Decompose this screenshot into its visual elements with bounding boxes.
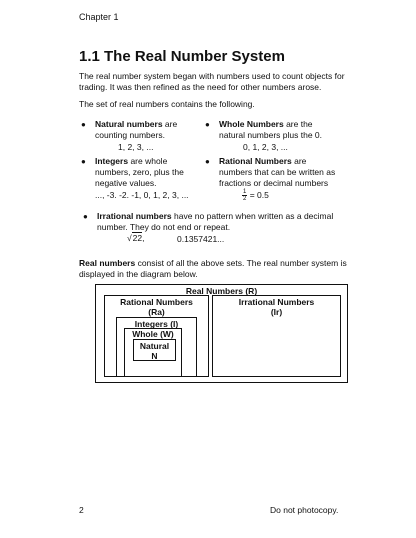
irrational-numbers-symbol: (Ir) (270, 307, 283, 317)
whole-description: are the natural numbers plus the 0. (219, 119, 323, 140)
radicand: 22 (132, 233, 143, 243)
natural-box (133, 339, 176, 361)
summary-paragraph (79, 258, 354, 280)
irrational-example-comma: , (142, 233, 145, 243)
integers-example: ..., -3. -2. -1, 0, 1, 2, 3, ... (95, 190, 189, 200)
section-title: 1.1 The Real Number System (79, 48, 285, 65)
footer-note: Do not photocopy. (270, 505, 339, 515)
integers-label: Integers (I) (134, 319, 179, 329)
intro-paragraph: The real number system began with numbers used to count objects for trading. It was then refined as the need for other numbers arose. (79, 71, 345, 92)
natural-term: Natural numbers (95, 119, 163, 129)
integers-description: are whole numbers, zero, plus the negative values. (95, 156, 184, 188)
rational-term: Rational Numbers (219, 156, 292, 166)
bullet-dot: ● (83, 212, 88, 221)
rational-example (242, 189, 269, 202)
whole-label: Whole (W) (132, 329, 174, 339)
integers-term: Integers (95, 156, 129, 166)
chapter-label: Chapter 1 (79, 12, 119, 22)
irrational-example-decimal: 0.1357421... (177, 234, 225, 244)
bullet-irrational (83, 211, 342, 233)
bullet-dot: ● (205, 157, 210, 166)
natural-symbol: N (151, 351, 158, 361)
rational-description: are numbers that can be written as fractions or decimal numbers (219, 156, 336, 188)
rational-example-value: = 0.5 (247, 189, 269, 200)
irrational-term: Irrational numbers (97, 211, 172, 221)
natural-description: are counting numbers. (95, 119, 178, 140)
irrational-description: have no pattern when written as a decimal number. They do not end or repeat. (97, 211, 334, 232)
summary-term: Real numbers (79, 258, 136, 268)
rational-numbers-label: Rational Numbers (120, 297, 193, 307)
rational-numbers-symbol: (Ra) (148, 307, 165, 317)
bullet-natural (81, 119, 190, 141)
bullet-integers (81, 156, 185, 189)
page-number: 2 (79, 505, 84, 515)
natural-example: 1, 2, 3, ... (118, 142, 154, 152)
whole-example: 0, 1, 2, 3, ... (243, 142, 288, 152)
bullet-dot: ● (205, 120, 210, 129)
bullet-dot: ● (81, 157, 86, 166)
summary-text: consist of all the above sets. The real number system is displayed in the diagram below. (79, 258, 347, 279)
bullet-rational (205, 156, 341, 189)
irrational-example-sqrt (127, 233, 145, 243)
set-intro-paragraph: The set of real numbers contains the following. (79, 99, 255, 109)
fraction-denominator: 2 (243, 196, 247, 202)
irrational-numbers-label: Irrational Numbers (238, 297, 315, 307)
square-root: √22 (127, 233, 143, 243)
natural-label: Natural (139, 341, 170, 351)
irrational-numbers-box (212, 295, 341, 377)
whole-term: Whole Numbers (219, 119, 284, 129)
bullet-whole (205, 119, 339, 141)
bullet-dot: ● (81, 120, 86, 129)
real-numbers-label: Real Numbers (R) (185, 286, 258, 296)
fraction-numerator: 1 (243, 189, 247, 195)
